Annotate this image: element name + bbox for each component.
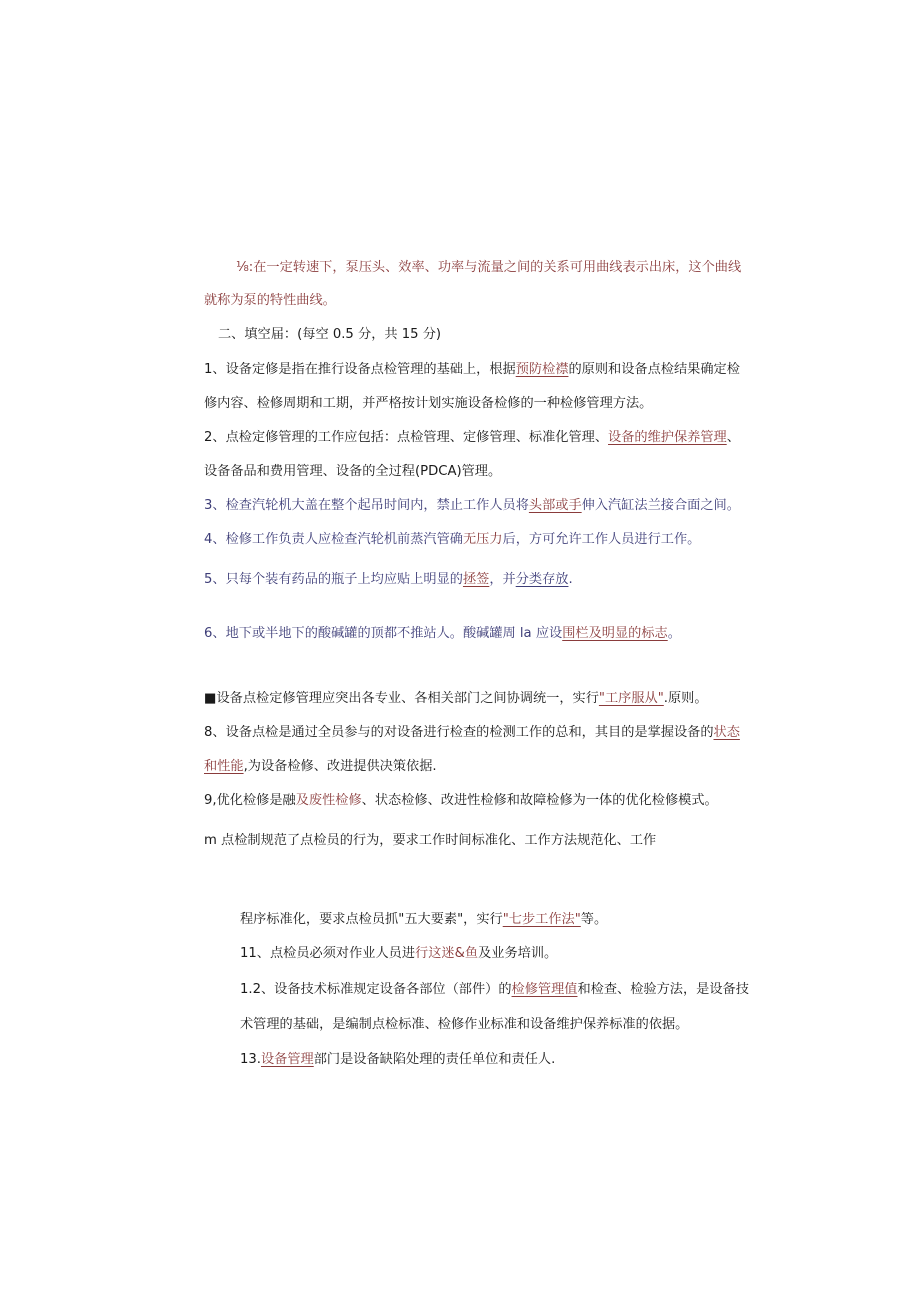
q8-text-a: 8、设备点检是通过全员参与的对设备进行检查的检测工作的总和，其目的是掌握设备的 [204, 725, 714, 740]
q9-answer: 及废性检修 [295, 793, 362, 808]
question-12-line-1 [240, 981, 749, 999]
q1-text-c: 的原则和设备点检结果确定检 [568, 362, 740, 377]
q7-answer: "工序服从" [598, 691, 664, 706]
q12-text-a: 1.2、设备技术标准规定设备各部位（部件）的 [240, 982, 512, 997]
q6-text-a: 6、地下或半地下的酸碱罐的顶都不推站人。酸碱罐周 la 应设 [204, 626, 563, 641]
q2-text-c: 、 [726, 430, 740, 445]
q8-text-b: ,为设备检修、改进提供决策依据. [243, 759, 437, 774]
question-1-line-1 [204, 361, 740, 379]
q4-answer: 无压力 [462, 532, 503, 547]
q6-answer: 围栏及明显的标志 [562, 626, 668, 641]
q13-text-a: 13. [240, 1052, 261, 1067]
q6-text-c: 。 [667, 626, 681, 641]
question-8-line-1 [204, 724, 740, 742]
q4-text-a: 4、检修工作负责人应检查汽轮机前蒸汽管确 [204, 532, 463, 547]
question-9 [204, 792, 718, 810]
question-13 [240, 1051, 555, 1069]
question-11 [240, 945, 557, 963]
question-10-line-1: m 点检制规范了点检员的行为，要求工作时间标准化、工作方法规范化、工作 [204, 833, 657, 848]
section-heading: 二、填空届：(每空 0.5 分，共 15 分) [218, 327, 442, 342]
q3-answer: 头部或手 [528, 498, 582, 513]
question-1-line-2: 修内容、检修周期和工期，并严格按计划实施设备检修的一种检修管理方法。 [204, 396, 653, 411]
q1-answer: 预防检襟 [515, 362, 569, 377]
question-6 [204, 625, 681, 643]
question-2-line-2: 设备备品和费用管理、设备的全过程(PDCA)管理。 [204, 464, 502, 479]
q12-answer: 检修管理值 [511, 982, 578, 997]
question-4 [204, 531, 700, 549]
q5-answer-2: 分类存放 [515, 572, 569, 587]
q3-text-a: 3、检查汽轮机大盖在整个起吊时间内，禁止工作人员将 [204, 498, 529, 513]
q10-text-a: 程序标准化，要求点检员抓"五大要素"，实行 [240, 912, 503, 927]
q8-answer-part-2: 和性能 [204, 759, 244, 774]
q5-text-c: ，并 [489, 572, 516, 587]
q5-text-a: 5、只每个装有药品的瓶子上均应贴上明显的 [204, 572, 463, 587]
question-2-line-1 [204, 429, 740, 447]
q9-text-a: 9,优化检修是融 [204, 793, 296, 808]
q8-answer-part-1: 状态 [713, 725, 740, 740]
question-8-line-2 [204, 758, 437, 776]
q10-answer: "七步工作法" [502, 912, 581, 927]
q5-answer-1: 拯签 [462, 572, 490, 587]
question-12-line-2: 术管理的基础，是编制点检标准、检修作业标准和设备维护保养标准的依据。 [240, 1017, 689, 1032]
q12-text-c: 和检查、检验方法，是设备技 [577, 982, 749, 997]
q10-text-c: 等。 [580, 912, 608, 927]
q11-text-c: 及业务培训。 [478, 946, 558, 961]
q7-text-c: .原则。 [663, 691, 708, 706]
q7-text-a: ■设备点检定修管理应突出各专业、各相关部门之间协调统一，实行 [204, 691, 599, 706]
question-7 [204, 690, 708, 708]
q5-text-e: . [568, 572, 573, 587]
q1-text-a: 1、设备定修是指在推行设备点检管理的基础上，根据 [204, 362, 516, 377]
question-3 [204, 497, 740, 515]
q4-text-c: 后，方可允许工作人员进行工作。 [502, 532, 701, 547]
question-5 [204, 571, 573, 589]
q3-text-c: 伸入汽缸法兰接合面之间。 [581, 498, 740, 513]
q11-answer: 行这迷&鱼 [415, 946, 479, 961]
definition-line-2: 就称为泵的特性曲线。 [204, 293, 336, 308]
q13-answer: 设备管理 [260, 1052, 314, 1067]
q11-text-a: 11、点检员必须对作业人员进 [240, 946, 416, 961]
q2-answer: 设备的维护保养管理 [608, 430, 727, 445]
q9-text-c: 、状态检修、改进性检修和故障检修为一体的优化检修模式。 [361, 793, 718, 808]
q2-text-a: 2、点检定修管理的工作应包括：点检管理、定修管理、标准化管理、 [204, 430, 609, 445]
q13-text-c: 部门是设备缺陷处理的责任单位和责任人. [313, 1052, 556, 1067]
definition-line-1: ⅛:在一定转速下，泵压头、效率、功率与流量之间的关系可用曲线表示出床，这个曲线 [236, 260, 742, 275]
question-10-line-2 [240, 911, 607, 929]
